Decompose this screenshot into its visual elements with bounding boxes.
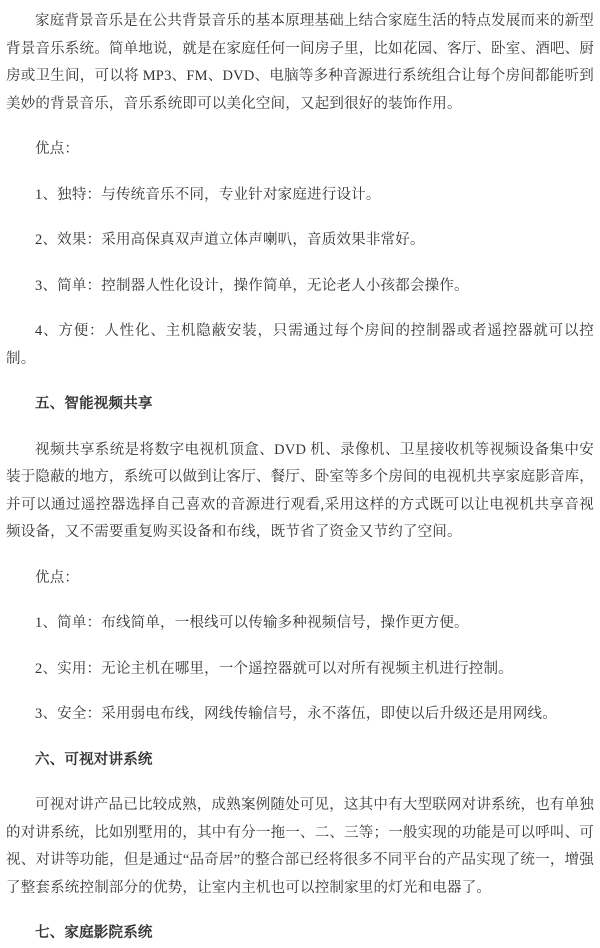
intro-paragraph: 家庭背景音乐是在公共背景音乐的基本原理基础上结合家庭生活的特点发展而来的新型背景音乐系统。简单地说，就是在家庭任何一间房子里，比如花园、客厅、卧室、酒吧、厨房或卫生间，可以将 MP3、FM、DVD、电脑等多种音源进行系统组合让每个房间都能听到美妙的背景音乐，音乐系统即可以美化空间，又起到很好的装饰作用。 (6, 13, 594, 112)
list-item-video-advantage-1: 1、简单：布线简单，一根线可以传输多种视频信号，操作更方便。 (35, 615, 469, 631)
advantages-label-music: 优点： (35, 141, 80, 157)
section-heading-intercom: 六、可视对讲系统 (35, 751, 153, 768)
section-heading-video-sharing: 五、智能视频共享 (35, 396, 153, 412)
list-item-music-advantage-2: 2、效果：采用高保真双声道立体声喇叭，音质效果非常好。 (35, 232, 425, 248)
advantages-label-video: 优点： (35, 569, 80, 586)
section-heading-home-theater: 七、家庭影院系统 (35, 925, 153, 941)
list-item-music-advantage-3: 3、简单：控制器人性化设计，操作简单，无论老人小孩都会操作。 (35, 277, 469, 294)
list-item-video-advantage-3: 3、安全：采用弱电布线，网线传输信号，永不落伍，即使以后升级还是用网线。 (35, 706, 557, 722)
intercom-paragraph: 可视对讲产品已比较成熟，成熟案例随处可见，这其中有大型联网对讲系统，也有单独的对讲系统，比如别墅用的，其中有分一拖一、二、三等；一般实现的功能是可以呼叫、可视、对讲等功能，但是通过“品奇居”的整合部已经将很多不同平台的产品实现了统一，增强了整套系统控制部分的优势，让室内主机也可以控制家里的灯光和电器了。 (6, 797, 594, 896)
list-item-music-advantage-1: 1、独特：与传统音乐不同，专业针对家庭进行设计。 (35, 186, 381, 203)
list-item-music-advantage-4: 4、方便：人性化、主机隐蔽安装，只需通过每个房间的控制器或者遥控器就可以控制。 (6, 323, 594, 367)
video-sharing-paragraph: 视频共享系统是将数字电视机顶盒、DVD 机、录像机、卫星接收机等视频设备集中安装于隐蔽的地方，系统可以做到让客厅、餐厅、卧室等多个房间的电视机共享家庭影音库，并可以通过遥控器选择自己喜欢的音源进行观看,采用这样的方式既可以让电视机共享音视频设备，又不需要重复购买设备和布线，既节省了资金又节约了空间。 (6, 441, 594, 540)
list-item-video-advantage-2: 2、实用：无论主机在哪里，一个遥控器就可以对所有视频主机进行控制。 (35, 660, 513, 677)
